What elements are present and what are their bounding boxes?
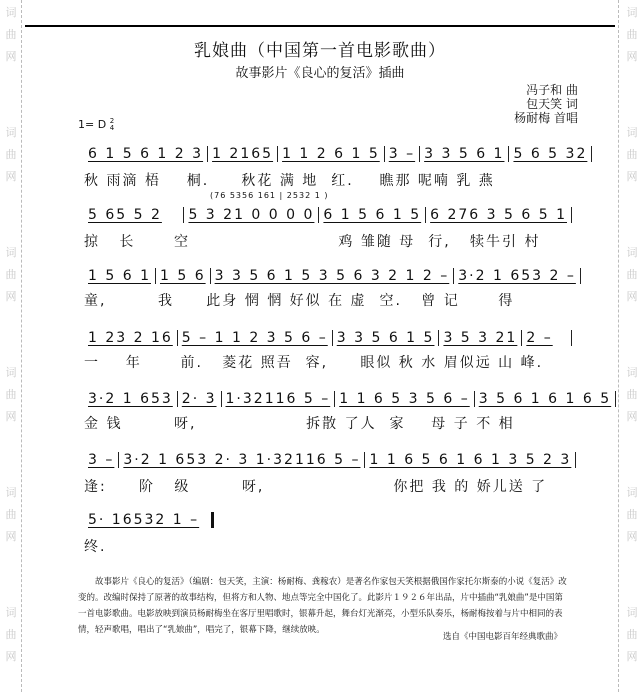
composer: 冯子和 曲 <box>526 83 578 97</box>
measure: 6 1 5 6 1 5 <box>319 207 426 223</box>
lyrics-line: 掠 长 空 鸡 雏随 母 行, 犊牛引 村 <box>84 234 541 250</box>
measure: 3 3 5 6 1 <box>420 146 509 162</box>
measure: 1 23 2 16 <box>84 330 178 346</box>
watermark-text: 词 曲 网 <box>5 246 17 303</box>
watermark-text: 词 曲 网 <box>626 366 638 423</box>
notation-row <box>84 207 572 223</box>
measure: 1 1 6 5 6 1 6 1 3 5 2 3 <box>365 452 576 468</box>
page-title: 乳娘曲（中国第一首电影歌曲） <box>194 41 446 61</box>
key: 1= D <box>78 118 107 131</box>
measure: 6 276 3 5 6 5 1 <box>426 207 572 223</box>
measure: 2· 3 <box>178 391 222 407</box>
measure: 1 5 6 1 <box>84 268 156 284</box>
measure: 3 – <box>84 452 119 468</box>
singer: 杨耐梅 首唱 <box>514 111 578 125</box>
measure: 3·2 1 653 2 – <box>454 268 581 284</box>
credits <box>514 83 578 125</box>
measure: 1 2165 <box>208 146 278 162</box>
lyrics-line: 童, 我 此身 惘 惘 好似 在 虚 空. 曾 记 得 <box>84 293 515 309</box>
notation-row <box>84 146 588 162</box>
measure: 3·2 1 653 <box>84 391 178 407</box>
measure: 5 65 5 2 <box>84 207 184 223</box>
watermark-text: 词 曲 网 <box>5 6 17 63</box>
measure: 2 – <box>522 330 572 346</box>
watermark-text: 词 曲 网 <box>5 366 17 423</box>
description: 故事影片《良心的复活》（编剧：包天笑，主演：杨耐梅、龚稼农）是著名作家包天笑根据俄国作家托尔斯泰的小说《复活》改变的。改编时保持了原著的故事结构，但将方和人物、地点等完全中国化了。此影片１９２６年出品，片中插曲“乳娘曲”是中国第一首电影歌曲。电影放映到演员杨耐梅坐在客厅里唱歌时，银幕升起，舞台灯光渐亮，小型乐队奏乐，杨耐梅按着与片中相同的表情，轻声歌唱，唱出了“乳娘曲”，唱完了，银幕下降，继续放映。 <box>78 577 567 635</box>
lyrics-line: 逢: 阶 级 呀, 你把 我 的 娇儿送 了 <box>84 479 548 495</box>
measure: 5 3 21 0 0 0 0 <box>184 207 319 223</box>
key-signature <box>78 118 114 132</box>
notation-row <box>84 391 612 407</box>
measure: 1 5 6 <box>156 268 211 284</box>
top-rule <box>25 25 615 27</box>
measure: 3 – <box>385 146 420 162</box>
notation-row <box>84 512 214 528</box>
margin-line-left <box>21 0 22 692</box>
watermark-text: 词 曲 网 <box>5 126 17 183</box>
measure: 3 3 5 6 1 5 <box>333 330 440 346</box>
measure: 5 6 5 32 <box>509 146 592 162</box>
lyricist: 包天笑 词 <box>526 97 578 111</box>
notation-row <box>84 268 576 284</box>
interlude: (76 5356 161 | 2532 1 ) <box>210 191 329 200</box>
watermark-text: 词 曲 网 <box>626 6 638 63</box>
lyrics-line: 金 钱 呀, 拆散 了人 家 母 子 不 相 <box>84 416 515 432</box>
measure: 3 5 3 21 <box>439 330 522 346</box>
watermark-text: 词 曲 网 <box>5 606 17 663</box>
measure: 3 3 5 6 1 5 3 5 6 3 2 1 2 – <box>211 268 455 284</box>
measure: 1 1 6 5 3 5 6 – <box>335 391 475 407</box>
measure: 1 1 2 6 1 5 <box>278 146 385 162</box>
time-signature: 2 4 <box>109 117 115 132</box>
watermark-text: 词 曲 网 <box>626 126 638 183</box>
watermark-text: 词 曲 网 <box>5 486 17 543</box>
notation-row <box>84 452 572 468</box>
lyrics-line: 秋 雨滴 梧 桐. 秋花 满 地 红. 瞧那 呢喃 乳 燕 <box>84 173 495 189</box>
measure: 3 5 6 1 6 1 6 5 <box>475 391 616 407</box>
margin-line-right <box>618 0 619 692</box>
source: 选自《中国电影百年经典歌曲》 <box>442 632 562 642</box>
notation-row <box>84 330 572 346</box>
watermark-text: 词 曲 网 <box>626 606 638 663</box>
measure: 5· 16532 1 – <box>84 512 214 528</box>
watermark-text: 词 曲 网 <box>626 486 638 543</box>
subtitle: 故事影片《良心的复活》插曲 <box>235 66 405 81</box>
measure: 6 1 5 6 1 2 3 <box>84 146 208 162</box>
measure: 5 – 1 1 2 3 5 6 – <box>178 330 333 346</box>
measure: 3·2 1 653 2· 3 1·32116 5 – <box>119 452 365 468</box>
watermark-text: 词 曲 网 <box>626 246 638 303</box>
measure: 1·32116 5 – <box>222 391 336 407</box>
lyrics-line: 终. <box>84 539 107 555</box>
lyrics-line: 一 年 前. 菱花 照吾 容, 眼似 秋 水 眉似远 山 峰. <box>84 355 544 371</box>
